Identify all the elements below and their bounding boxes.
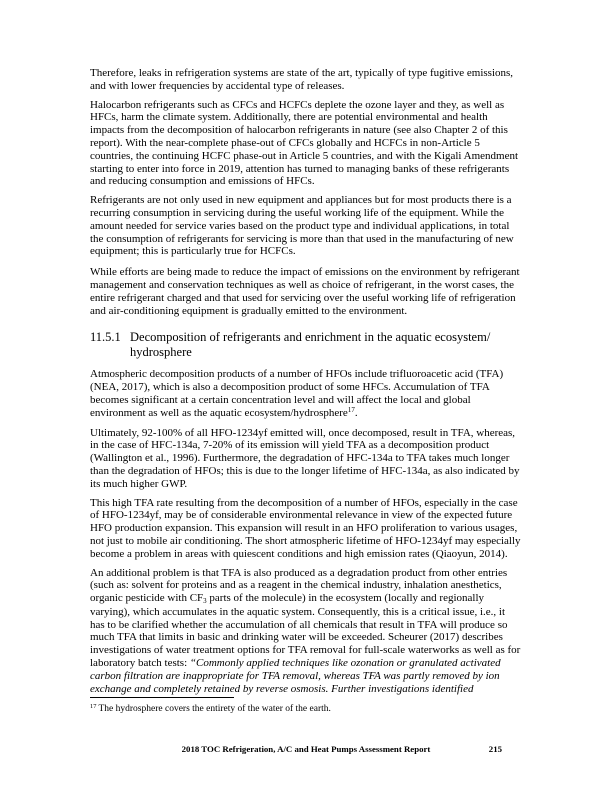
- paragraph: Ultimately, 92-100% of all HFO-1234yf emitted will, once decomposed, result in TFA, whereas, in the case of HFC-134a, 7-20% of its emission will yield TFA as a decomposition product (Wallington et al., 1996). Furthermore, the degradation of HFC-134a to TFA takes much longer than the degradation of HFOs; this is due to the longer lifetime of HFC-134a, as also indicated by its much higher GWP.: [90, 426, 520, 490]
- footnote-marker: 17: [90, 703, 97, 710]
- section-heading: [90, 330, 522, 360]
- footnote-area: [90, 697, 522, 716]
- footnote: [90, 704, 522, 716]
- section-number: 11.5.1: [90, 330, 121, 345]
- page-number: 215: [488, 744, 502, 754]
- paragraph: This high TFA rate resulting from the decomposition of a number of HFOs, especially in the case of HFO-1234yf, may be of considerable environmental relevance in view of the expected future HFO production expansion. This expansion will result in an HFO proliferation to various usages, not just to mobile air conditioning. The short atmospheric lifetime of HFO-1234yf may especially become a problem in areas with quiescent conditions and high emission rates (Qiaoyun, 2014).: [90, 496, 521, 560]
- paragraph: Refrigerants are not only used in new equipment and appliances but for most products there is a recurring consumption in servicing during the useful working life of the equipment. While the amount needed for service varies based on the product type and individual applications, in total the consumption of refrigerants for servicing is more than that used in the manufacturing of new equipment; this is particularly true for HCFCs.: [90, 194, 514, 258]
- section-title-line: hydrosphere: [130, 345, 192, 360]
- paragraph: Therefore, leaks in refrigeration systems are state of the art, typically of type fugitive emissions, and with lower frequencies by accidental type of releases.: [90, 67, 514, 92]
- paragraph: Atmospheric decomposition products of a number of HFOs include trifluoroacetic acid (TFA) (NEA, 2017), which is also a decomposition product of some HFCs. Accumulation of TFA becomes significant at a certain concentration level and will affect the local and global environment as well as the aquatic ecosystem/hydrosphere$^{17}$.: [90, 368, 504, 419]
- content-area: [90, 67, 522, 701]
- paragraph: Halocarbon refrigerants such as CFCs and HCFCs deplete the ozone layer and they, as well as HFCs, harm the climate system. Additionally, there are potential environmental and health impacts from the decomposition of halocarbon refrigerants in nature (see also Chapter 2 of this report). With the near-complete phase-out of CFCs globally and HCFCs in non-Article 5 countries, the continuing HCFC phase-out in Article 5 countries, and with the Kigali Amendment starting to enter into force in 2019, attention has turned to managing banks of these refrigerants and reducing consumption and emissions of HFCs.: [90, 98, 519, 188]
- footer-title: 2018 TOC Refrigeration, A/C and Heat Pumps Assessment Report: [181, 744, 431, 754]
- paragraph: An additional problem is that TFA is also produced as a degradation product from other entries (such as: solvent for proteins and as a reagent in the chemical industry, inhalation anesthetics, organic pesticide with CF3 parts of the molecule) in the ecosystem (locally and regionally varying), which accumulates in the aquatic system. Consequently, this is a critical issue, i.e., it has to be clarified whether the accumulation of all chemicals that result in TFA will produce so much TFA that limits in basic and drinking water will be exceeded. Scheurer (2017) describes investigations of water treatment options for TFA removal for full-scale waterworks as well as for laboratory batch tests: “Commonly applied techniques like ozonation or granulated activated carbon filtration are inappropriate for TFA removal, whereas TFA was partly removed by ion exchange and completely retained by reverse osmosis. Further investigations identified: [90, 566, 521, 695]
- section-title: [130, 330, 522, 360]
- footnote-separator: [90, 697, 234, 698]
- paragraph: While efforts are being made to reduce the impact of emissions on the environment by refrigerant management and conservation techniques as well as choice of refrigerant, in the worst cases, the entire refrigerant charged and that used for servicing over the useful working life of refrigeration and air-conditioning equipment is gradually emitted to the environment.: [90, 266, 520, 317]
- section-title-line: Decomposition of refrigerants and enrichment in the aquatic ecosystem/: [130, 330, 491, 345]
- footnote-text: The hydrosphere covers the entirety of the water of the earth.: [98, 704, 331, 714]
